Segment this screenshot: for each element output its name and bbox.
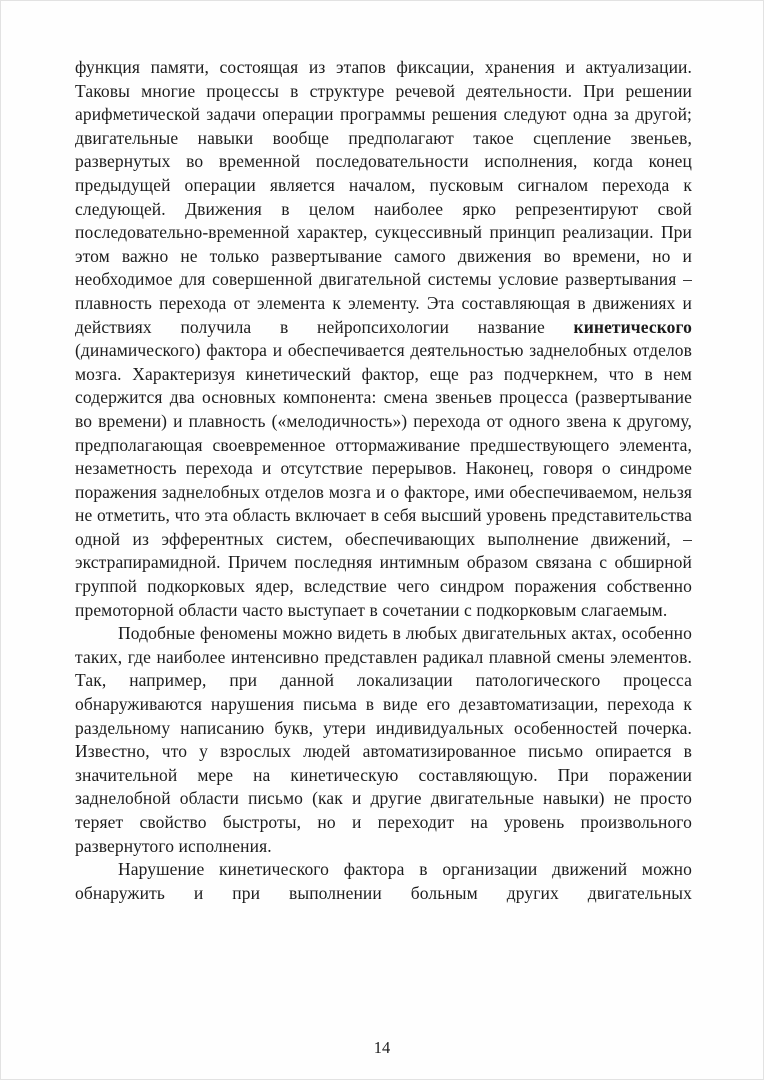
paragraph-2: Подобные феномены можно видеть в любых двигательных актах, особенно таких, где наиболее интенсивно представлен радикал плавной смены элементов. Так, например, при данной локализации патологического процесса обнаруживаются нарушения письма в виде его дезавтоматизации, перехода к раздельному написанию букв, утери индивидуальных особенностей почерка. Известно, что у взрослых людей автоматизированное письмо опирается в значительной мере на кинетическую составляющую. При поражении заднелобной области письмо (как и другие двигательные навыки) не просто теряет свойство быстроты, но и переходит на уровень произвольного развернутого исполнения.	[75, 623, 692, 856]
paragraph-1	[75, 56, 692, 622]
paragraph-1-text-after: (динамического) фактора и обеспечивается деятельностью заднелобных отделов мозга. Характеризуя кинетический фактор, еще раз подчеркнем, что в нем содержится два основных компонента: смена звеньев процесса (развертывание во времени) и плавность («мелодичность») перехода от одного звена к другому, предполагающая своевременное оттормаживание предшествующего элемента, незаметность перехода и отсутствие перерывов. Наконец, говоря о синдроме поражения заднелобных отделов мозга и о факторе, ими обеспечиваемом, нельзя не отметить, что эта область включает в себя высший уровень представительства одной из эфферентных систем, обеспечивающих выполнение движений, – экстрапирамидной. Причем последняя интимным образом связана с обширной группой подкорковых ядер, вследствие чего синдром поражения собственно премоторной области часто выступает в сочетании с подкорковым слагаемым.	[75, 340, 692, 620]
page-number: 14	[373, 1038, 391, 1057]
paragraph-3: Нарушение кинетического фактора в организации движений можно обнаружить и при выполнении больным других двигательных	[75, 859, 692, 903]
bold-term-kinetic: кинетического	[573, 316, 692, 337]
text-block	[75, 56, 692, 905]
paragraph-1-text-before: функция памяти, состоящая из этапов фиксации, хранения и актуализации. Таковы многие процессы в структуре речевой деятельности. При решении арифметической задачи операции программы решения следуют одна за другой; двигательные навыки вообще предполагают такое сцепление звеньев, развернутых во временной последовательности исполнения, когда конец предыдущей операции является началом, пусковым сигналом перехода к следующей. Движения в целом наиболее ярко репрезентируют свой последовательно-временной характер, сукцессивный принцип реализации. При этом важно не только развертывание самого движения во времени, но и необходимое для совершенной двигательной системы условие развертывания – плавность перехода от элемента к элементу. Эта составляющая в движениях и действиях получила в нейропсихологии название	[75, 57, 692, 337]
